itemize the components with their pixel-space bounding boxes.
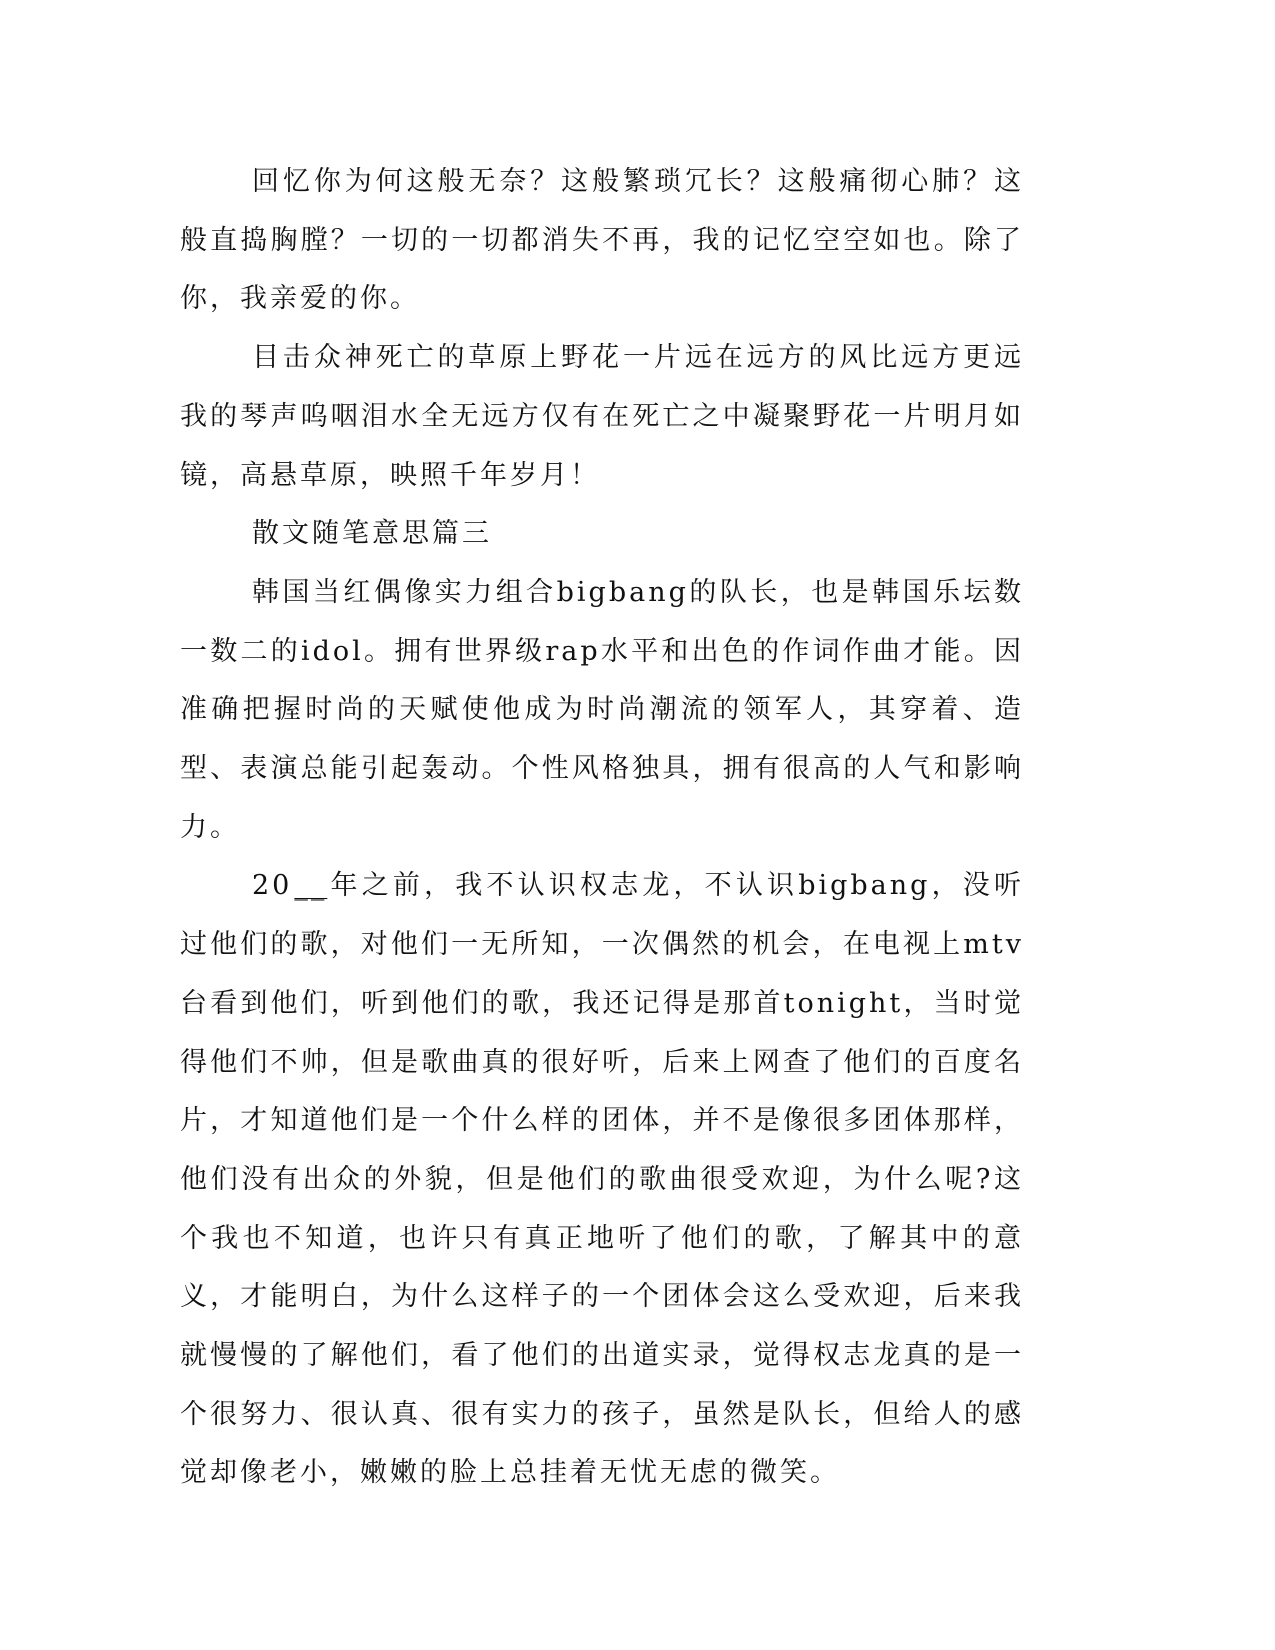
paragraph-discovery-text: 年之前，我不认识权志龙，不认识bigbang，没听过他们的歌，对他们一无所知，一次偶然的机会，在电视上mtv台看到他们，听到他们的歌，我还记得是那首tonight，当时觉得他们不帅，但是歌曲真的很好听，后来上网查了他们的百度名片，才知道他们是一个什么样的团体，并不是像很多团体那样，他们没有出众的外貌，但是他们的歌曲很受欢迎，为什么呢?这个我也不知道，也许只有真正地听了他们的歌，了解其中的意义，才能明白，为什么这样子的一个团体会这么受欢迎，后来我就慢慢的了解他们，看了他们的出道实录，觉得权志龙真的是一个很努力、很认真、很有实力的孩子，虽然是队长，但给人的感觉却像老小，嫩嫩的脸上总挂着无忧无虑的微笑。 <box>180 870 1024 1489</box>
document-page <box>180 153 1024 1503</box>
paragraph-discovery <box>180 857 1024 1503</box>
year-blank: __ <box>294 870 328 902</box>
paragraph-bigbang-leader: 韩国当红偶像实力组合bigbang的队长，也是韩国乐坛数一数二的idol。拥有世界级rap水平和出色的作词作曲才能。因准确把握时尚的天赋使他成为时尚潮流的领军人，其穿着、造型、表演总能引起轰动。个性风格独具，拥有很高的人气和影响力。 <box>180 576 1024 843</box>
section-heading: 散文随笔意思篇三 <box>252 518 492 550</box>
paragraph-grassland: 目击众神死亡的草原上野花一片远在远方的风比远方更远我的琴声呜咽泪水全无远方仅有在死亡之中凝聚野花一片明月如镜，高悬草原，映照千年岁月！ <box>180 342 1024 491</box>
paragraph-memory: 回忆你为何这般无奈？这般繁琐冗长？这般痛彻心肺？这般直捣胸膛？一切的一切都消失不再，我的记忆空空如也。除了你，我亲爱的你。 <box>180 166 1024 315</box>
year-prefix: 20 <box>252 870 293 902</box>
